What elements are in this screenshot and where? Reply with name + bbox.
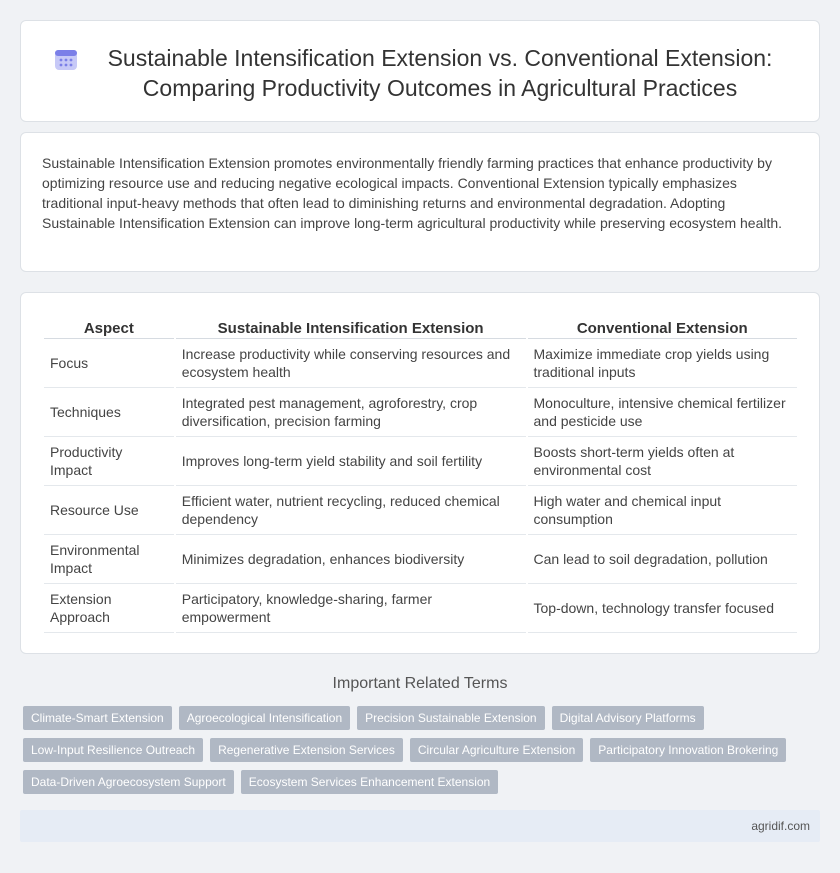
related-term-tag[interactable]: Ecosystem Services Enhancement Extension (241, 770, 498, 794)
cell-aspect: Techniques (44, 388, 174, 437)
cell-aspect: Focus (44, 339, 174, 388)
title-card (20, 20, 820, 122)
cell-sustainable: Participatory, knowledge-sharing, farmer empowerment (176, 584, 526, 633)
header-aspect: Aspect (44, 313, 174, 339)
cell-sustainable: Minimizes degradation, enhances biodiversity (176, 535, 526, 584)
related-term-tag[interactable]: Circular Agriculture Extension (410, 738, 583, 762)
related-term-tag[interactable]: Precision Sustainable Extension (357, 706, 544, 730)
cell-conventional: Can lead to soil degradation, pollution (528, 535, 798, 584)
related-term-tag[interactable]: Low-Input Resilience Outreach (23, 738, 203, 762)
cell-aspect: Productivity Impact (44, 437, 174, 486)
table-row (44, 584, 797, 633)
cell-sustainable: Improves long-term yield stability and soil fertility (176, 437, 526, 486)
related-terms-list (23, 706, 813, 802)
intro-card (20, 132, 820, 272)
comparison-card (20, 292, 820, 654)
related-term-tag[interactable]: Agroecological Intensification (179, 706, 350, 730)
cell-sustainable: Increase productivity while conserving resources and ecosystem health (176, 339, 526, 388)
related-term-tag[interactable]: Regenerative Extension Services (210, 738, 403, 762)
footer (20, 810, 820, 842)
cell-sustainable: Efficient water, nutrient recycling, reduced chemical dependency (176, 486, 526, 535)
cell-aspect: Environmental Impact (44, 535, 174, 584)
header-conventional: Conventional Extension (528, 313, 798, 339)
cell-conventional: Top-down, technology transfer focused (528, 584, 798, 633)
cell-conventional: Boosts short-term yields often at environmental cost (528, 437, 798, 486)
table-row (44, 339, 797, 388)
cell-conventional: High water and chemical input consumption (528, 486, 798, 535)
cell-conventional: Monoculture, intensive chemical fertilizer and pesticide use (528, 388, 798, 437)
related-term-tag[interactable]: Data-Driven Agroecosystem Support (23, 770, 234, 794)
related-term-tag[interactable]: Digital Advisory Platforms (552, 706, 704, 730)
related-terms-heading: Important Related Terms (332, 675, 508, 692)
tag-row (23, 738, 813, 762)
tag-row (23, 770, 813, 794)
cell-sustainable: Integrated pest management, agroforestry, crop diversification, precision farming (176, 388, 526, 437)
cell-aspect: Resource Use (44, 486, 174, 535)
tag-row (23, 706, 813, 730)
related-term-tag[interactable]: Participatory Innovation Brokering (590, 738, 786, 762)
related-term-tag[interactable]: Climate-Smart Extension (23, 706, 172, 730)
header-sustainable: Sustainable Intensification Extension (176, 313, 526, 339)
page-title: Sustainable Intensification Extension vs. Conventional Extension: Comparing Productivity Outcomes in Agricultural Practices (107, 45, 773, 101)
footer-site-link[interactable]: agridif.com (751, 819, 810, 833)
table-row (44, 535, 797, 584)
cell-conventional: Maximize immediate crop yields using traditional inputs (528, 339, 798, 388)
intro-paragraph: Sustainable Intensification Extension promotes environmentally friendly farming practices that enhance productivity by optimizing resource use and reducing negative ecological impacts. Conventional Extension typically emphasizes traditional input-heavy methods that often lead to diminishing returns and environmental degradation. Adopting Sustainable Intensification Extension can improve long-term agricultural productivity while preserving ecosystem health. (42, 155, 783, 231)
table-row (44, 388, 797, 437)
table-row (44, 486, 797, 535)
comparison-table (42, 313, 799, 633)
table-row (44, 437, 797, 486)
table-header-row (44, 313, 797, 339)
cell-aspect: Extension Approach (44, 584, 174, 633)
